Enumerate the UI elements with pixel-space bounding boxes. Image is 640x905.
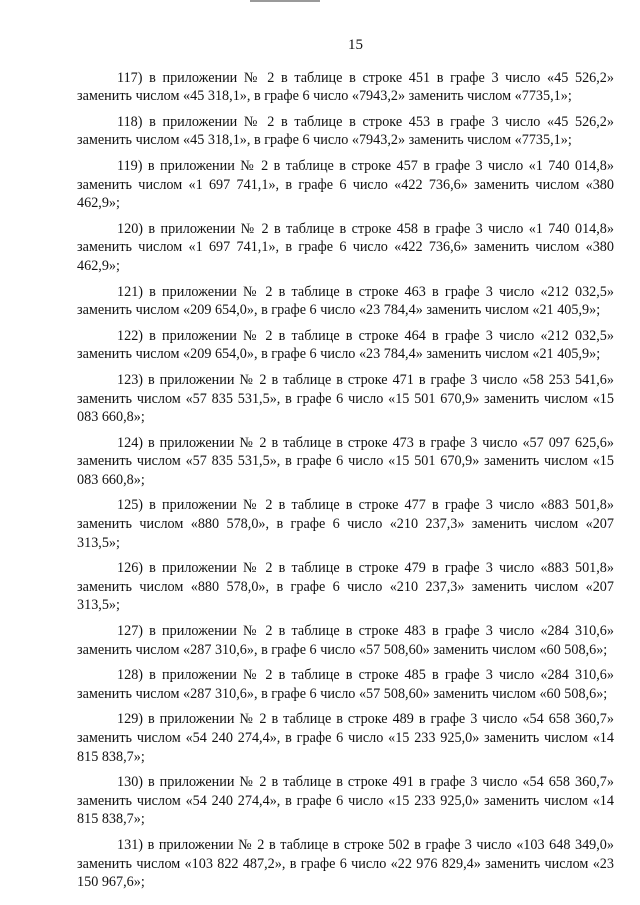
amendment-item-119: 119) в приложении № 2 в таблице в строке 457 в графе 3 число «1 740 014,8» заменить числом «1 697 741,1», в графе 6 число «422 736,6» заменить числом «380 462,9»;: [77, 157, 614, 212]
amendment-item-120: 120) в приложении № 2 в таблице в строке 458 в графе 3 число «1 740 014,8» заменить числом «1 697 741,1», в графе 6 число «422 736,6» заменить числом «380 462,9»;: [77, 220, 614, 274]
amendment-item-124: 124) в приложении № 2 в таблице в строке 473 в графе 3 число «57 097 625,6» заменить числом «57 835 531,5», в графе 6 число «15 501 670,9» заменить числом «15 083 660,8»;: [77, 434, 614, 488]
amendment-item-122: 122) в приложении № 2 в таблице в строке 464 в графе 3 число «212 032,5» заменить числом «209 654,0», в графе 6 число «23 784,4» заменить числом «21 405,9»;: [77, 327, 614, 363]
amendment-item-127: 127) в приложении № 2 в таблице в строке 483 в графе 3 число «284 310,6» заменить числом «287 310,6», в графе 6 число «57 508,60» заменить числом «60 508,6»;: [77, 623, 614, 658]
document-page: [77, 36, 614, 899]
amendment-item-121: 121) в приложении № 2 в таблице в строке 463 в графе 3 число «212 032,5» заменить числом «209 654,0», в графе 6 число «23 784,4» заменить числом «21 405,9»;: [77, 283, 614, 319]
top-scan-mark: [250, 0, 320, 2]
amendment-item-129: 129) в приложении № 2 в таблице в строке 489 в графе 3 число «54 658 360,7» заменить числом «54 240 274,4», в графе 6 число «15 233 925,0» заменить числом «14 815 838,7»;: [77, 711, 614, 765]
amendment-item-123: 123) в приложении № 2 в таблице в строке 471 в графе 3 число «58 253 541,6» заменить числом «57 835 531,5», в графе 6 число «15 501 670,9» заменить числом «15 083 660,8»;: [77, 371, 614, 426]
amendment-item-128: 128) в приложении № 2 в таблице в строке 485 в графе 3 число «284 310,6» заменить числом «287 310,6», в графе 6 число «57 508,60» заменить числом «60 508,6»;: [77, 667, 614, 702]
amendment-item-130: 130) в приложении № 2 в таблице в строке 491 в графе 3 число «54 658 360,7» заменить числом «54 240 274,4», в графе 6 число «15 233 925,0» заменить числом «14 815 838,7»;: [77, 774, 614, 828]
page-number: 15: [348, 37, 363, 53]
amendment-item-131: 131) в приложении № 2 в таблице в строке 502 в графе 3 число «103 648 349,0» заменить числом «103 822 487,2», в графе 6 число «22 976 829,4» заменить числом «23 150 967,6»;: [77, 836, 614, 891]
amendment-item-117: 117) в приложении № 2 в таблице в строке 451 в графе 3 число «45 526,2» заменить числом «45 318,1», в графе 6 число «7943,2» заменить числом «7735,1»;: [77, 69, 614, 105]
amendment-item-118: 118) в приложении № 2 в таблице в строке 453 в графе 3 число «45 526,2» заменить числом «45 318,1», в графе 6 число «7943,2» заменить числом «7735,1»;: [77, 113, 614, 149]
amendment-item-125: 125) в приложении № 2 в таблице в строке 477 в графе 3 число «883 501,8» заменить числом «880 578,0», в графе 6 число «210 237,3» заменить числом «207 313,5»;: [77, 497, 614, 551]
amendment-item-126: 126) в приложении № 2 в таблице в строке 479 в графе 3 число «883 501,8» заменить числом «880 578,0», в графе 6 число «210 237,3» заменить числом «207 313,5»;: [77, 560, 614, 614]
